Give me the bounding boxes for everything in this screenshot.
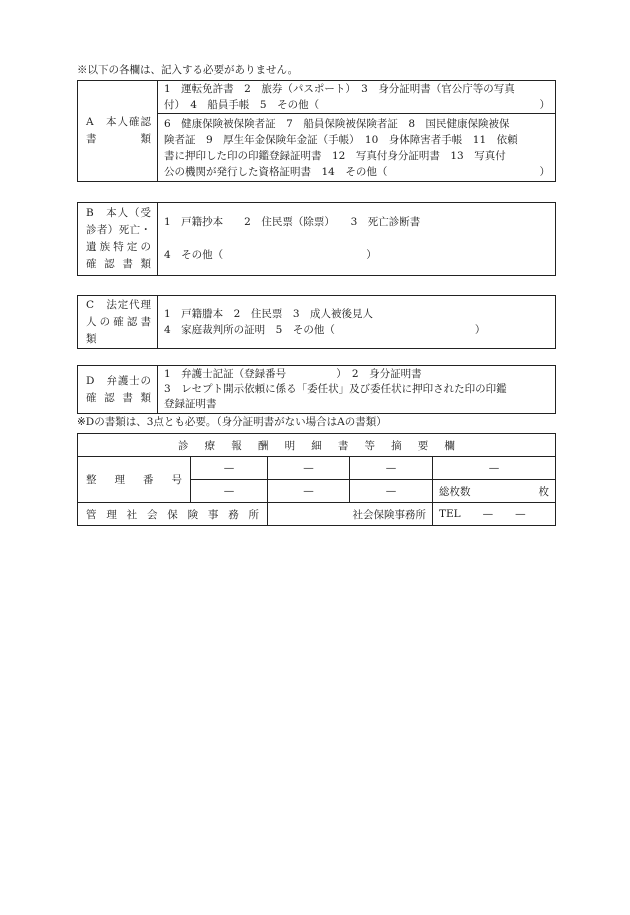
section-a-part2: 6 健康保険被保険者証 7 船員保険被保険者証 8 国民健康保険被保 険者証 9 厚生年金保険年金証（手帳） 10 身体障害者手帳 11 依頼 書に押印した印の印鑑登録証明書 12 写真付身分証明書 13 写真付 公の機関が発行した資格証明書 14 その他（ ） xyxy=(158,114,556,182)
office-cell: 社会保険事務所 xyxy=(268,503,433,526)
summary-header-char: 摘 xyxy=(391,439,402,452)
summary-header-char: 療 xyxy=(204,439,216,452)
section-a-part1: 1 運転免許書 2 旅券（パスポート） 3 身分証明書（官公庁等の写真 付） 4 船員手帳 5 その他（ ） xyxy=(158,81,556,114)
seiri-cell-3: — xyxy=(350,457,433,480)
seiri-cell-2: — xyxy=(268,457,350,480)
section-d-label: D 弁護士の 確 認 書 類 xyxy=(78,366,158,414)
summary-header-char: 明 xyxy=(284,439,296,452)
kanri-label xyxy=(78,503,268,526)
section-d-items: 1 弁護士記証（登録番号 ） 2 身分証明書 3 レセプト開示依頼に係る「委任状」及び委任状に押印された印の印鑑 登録証明書 xyxy=(158,366,556,414)
total-count-cell: 総枚数 枚 xyxy=(433,480,556,503)
seiri-cell-7: — xyxy=(350,480,433,503)
kanri-label-char: 所 xyxy=(248,508,259,521)
section-d-table xyxy=(77,365,556,414)
section-b-table xyxy=(77,202,556,276)
seiri-label-char: 整 xyxy=(86,474,97,486)
summary-header-char: 診 xyxy=(178,439,189,452)
summary-header-char: 書 xyxy=(337,439,349,452)
section-c-items: 1 戸籍謄本 2 住民票 3 成人被後見人 4 家庭裁判所の証明 5 その他（ ） xyxy=(158,296,556,349)
kanri-label-char: 会 xyxy=(146,508,158,521)
section-b-label: B 本人（受 診者）死亡・ 遺族特定の 確 認 書 類 xyxy=(78,203,158,276)
summary-header xyxy=(78,434,556,457)
section-c-label: C 法定代理 人の確認書 類 xyxy=(78,296,158,349)
d-required-note: ※Dの書類は、3点とも必要。（身分証明書がない場合はAの書類） xyxy=(77,416,387,428)
seiri-cell-4: — xyxy=(433,457,556,480)
summary-header-char: 等 xyxy=(364,439,375,452)
summary-header-char: 要 xyxy=(417,439,429,452)
top-note: ※以下の各欄は、記入する必要がありません。 xyxy=(77,64,299,76)
summary-table xyxy=(77,433,556,526)
kanri-label-char: 理 xyxy=(106,508,117,521)
section-a-label: A 本人確認 書 類 xyxy=(78,81,158,182)
seiri-label xyxy=(78,457,191,503)
kanri-label-char: 事 xyxy=(207,508,219,521)
seiri-cell-5: — xyxy=(191,480,268,503)
seiri-cell-1: — xyxy=(191,457,268,480)
section-c-table xyxy=(77,295,556,349)
summary-header-char: 細 xyxy=(311,439,322,452)
seiri-label-char: 理 xyxy=(114,474,125,486)
summary-header-char: 報 xyxy=(231,439,242,452)
kanri-label-char: 管 xyxy=(86,508,97,521)
summary-header-char: 欄 xyxy=(444,439,455,452)
seiri-label-char: 番 xyxy=(143,474,154,486)
tel-cell: TEL — — xyxy=(433,503,556,526)
seiri-cell-6: — xyxy=(268,480,350,503)
seiri-label-char: 号 xyxy=(171,474,182,486)
section-a-table xyxy=(77,80,556,182)
kanri-label-char: 保 xyxy=(167,508,178,521)
kanri-label-char: 社 xyxy=(126,508,138,521)
kanri-label-char: 務 xyxy=(228,508,239,521)
section-b-items: 1 戸籍抄本 2 住民票（除票） 3 死亡診断書 4 その他（ ） xyxy=(158,203,556,276)
kanri-label-char: 険 xyxy=(187,508,199,521)
summary-header-char: 酬 xyxy=(257,439,269,452)
